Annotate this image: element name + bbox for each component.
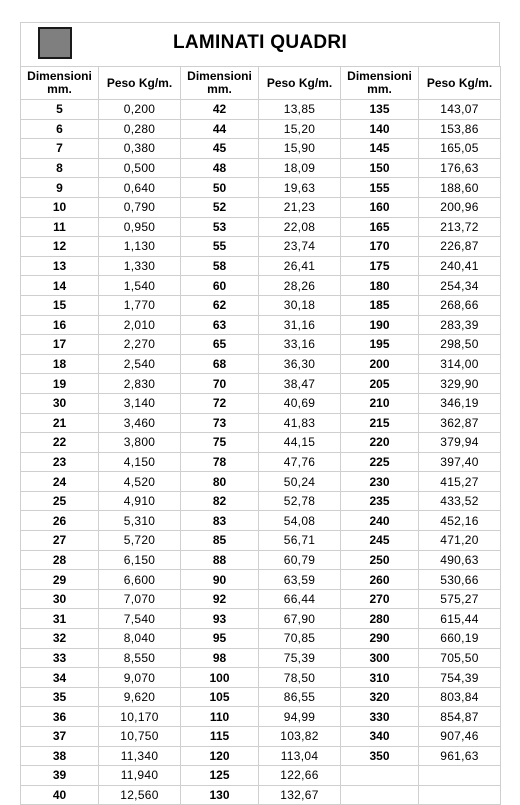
dimension-cell: 155 (341, 178, 419, 198)
dimension-cell: 130 (181, 785, 259, 805)
weight-cell: 122,66 (259, 766, 341, 786)
weight-cell: 530,66 (419, 570, 501, 590)
weight-cell: 7,540 (99, 609, 181, 629)
weight-cell: 47,76 (259, 452, 341, 472)
weight-cell: 54,08 (259, 511, 341, 531)
weight-cell: 346,19 (419, 393, 501, 413)
dimension-cell: 78 (181, 452, 259, 472)
weight-cell: 1,330 (99, 256, 181, 276)
dimension-cell: 11 (21, 217, 99, 237)
dimension-cell: 70 (181, 374, 259, 394)
dimension-cell: 55 (181, 237, 259, 257)
weight-cell: 94,99 (259, 707, 341, 727)
weight-cell: 961,63 (419, 746, 501, 766)
weight-cell: 6,150 (99, 550, 181, 570)
dimension-cell: 50 (181, 178, 259, 198)
weight-cell: 226,87 (419, 237, 501, 257)
dimension-cell: 23 (21, 452, 99, 472)
weight-cell: 67,90 (259, 609, 341, 629)
dimension-cell: 30 (21, 393, 99, 413)
weight-cell: 298,50 (419, 335, 501, 355)
weight-cell: 11,940 (99, 766, 181, 786)
dimension-cell: 310 (341, 668, 419, 688)
weight-cell: 452,16 (419, 511, 501, 531)
weight-cell: 56,71 (259, 531, 341, 551)
dimension-cell: 21 (21, 413, 99, 433)
table-row (21, 668, 501, 688)
table-row (21, 139, 501, 159)
table-row (21, 433, 501, 453)
weight-cell: 705,50 (419, 648, 501, 668)
table-row (21, 256, 501, 276)
table-row (21, 570, 501, 590)
table-row (21, 119, 501, 139)
weight-cell: 854,87 (419, 707, 501, 727)
dimension-cell: 16 (21, 315, 99, 335)
weight-cell: 2,830 (99, 374, 181, 394)
header-peso: Peso Kg/m. (419, 67, 501, 100)
header-dimensioni: Dimensioni mm. (341, 67, 419, 100)
dimension-cell: 42 (181, 100, 259, 120)
weight-cell: 3,800 (99, 433, 181, 453)
weight-cell: 176,63 (419, 158, 501, 178)
dimension-cell: 62 (181, 295, 259, 315)
dimension-cell: 48 (181, 158, 259, 178)
header-row (21, 67, 501, 100)
weight-cell: 0,790 (99, 197, 181, 217)
weight-cell (419, 785, 501, 805)
weight-cell: 2,270 (99, 335, 181, 355)
dimension-cell: 240 (341, 511, 419, 531)
weight-cell: 754,39 (419, 668, 501, 688)
dimension-cell: 19 (21, 374, 99, 394)
dimension-cell: 32 (21, 629, 99, 649)
table-row (21, 629, 501, 649)
weight-cell: 11,340 (99, 746, 181, 766)
dimension-cell: 125 (181, 766, 259, 786)
weight-cell: 575,27 (419, 589, 501, 609)
weight-cell: 907,46 (419, 727, 501, 747)
weight-cell: 471,20 (419, 531, 501, 551)
weight-cell: 0,280 (99, 119, 181, 139)
dimension-cell: 210 (341, 393, 419, 413)
weight-cell: 200,96 (419, 197, 501, 217)
weight-cell: 165,05 (419, 139, 501, 159)
dimension-cell: 260 (341, 570, 419, 590)
weight-cell: 38,47 (259, 374, 341, 394)
dimension-cell: 93 (181, 609, 259, 629)
dimension-cell: 340 (341, 727, 419, 747)
dimension-cell: 165 (341, 217, 419, 237)
weight-cell: 10,170 (99, 707, 181, 727)
dimension-cell: 300 (341, 648, 419, 668)
dimension-cell (341, 766, 419, 786)
table-row (21, 217, 501, 237)
table-row (21, 158, 501, 178)
table-row (21, 609, 501, 629)
table-row (21, 687, 501, 707)
dimension-cell: 350 (341, 746, 419, 766)
dimension-cell: 83 (181, 511, 259, 531)
weight-cell: 283,39 (419, 315, 501, 335)
dimension-cell: 24 (21, 472, 99, 492)
weight-cell: 8,550 (99, 648, 181, 668)
dimension-cell: 63 (181, 315, 259, 335)
table-row (21, 452, 501, 472)
dimension-cell: 150 (341, 158, 419, 178)
weight-cell: 86,55 (259, 687, 341, 707)
weight-cell: 490,63 (419, 550, 501, 570)
table-row (21, 511, 501, 531)
dimension-cell: 30 (21, 589, 99, 609)
dimension-cell: 230 (341, 472, 419, 492)
weight-cell: 433,52 (419, 491, 501, 511)
dimension-cell: 10 (21, 197, 99, 217)
table-row (21, 491, 501, 511)
dimension-cell: 45 (181, 139, 259, 159)
weight-cell: 21,23 (259, 197, 341, 217)
dimension-cell: 235 (341, 491, 419, 511)
dimension-cell: 18 (21, 354, 99, 374)
dimension-cell: 270 (341, 589, 419, 609)
weight-cell: 0,380 (99, 139, 181, 159)
weight-cell: 4,520 (99, 472, 181, 492)
weight-cell: 18,09 (259, 158, 341, 178)
dimension-cell: 72 (181, 393, 259, 413)
weight-cell: 36,30 (259, 354, 341, 374)
dimension-cell: 290 (341, 629, 419, 649)
dimension-cell: 225 (341, 452, 419, 472)
table-row (21, 707, 501, 727)
weight-cell: 12,560 (99, 785, 181, 805)
dimension-cell: 13 (21, 256, 99, 276)
weight-cell: 50,24 (259, 472, 341, 492)
dimension-cell: 190 (341, 315, 419, 335)
dimension-cell: 205 (341, 374, 419, 394)
weight-cell: 66,44 (259, 589, 341, 609)
dimension-cell: 38 (21, 746, 99, 766)
dimension-cell: 15 (21, 295, 99, 315)
weight-cell: 63,59 (259, 570, 341, 590)
table-row (21, 197, 501, 217)
dimension-cell: 140 (341, 119, 419, 139)
dimension-cell: 44 (181, 119, 259, 139)
weight-cell: 0,500 (99, 158, 181, 178)
table-row (21, 374, 501, 394)
weight-cell: 52,78 (259, 491, 341, 511)
table-row (21, 531, 501, 551)
dimension-cell: 52 (181, 197, 259, 217)
weight-cell: 8,040 (99, 629, 181, 649)
weight-cell: 4,910 (99, 491, 181, 511)
dimension-cell: 31 (21, 609, 99, 629)
weight-cell: 4,150 (99, 452, 181, 472)
dimension-cell: 28 (21, 550, 99, 570)
weight-cell: 132,67 (259, 785, 341, 805)
weight-cell: 143,07 (419, 100, 501, 120)
dimension-cell: 12 (21, 237, 99, 257)
weight-cell: 41,83 (259, 413, 341, 433)
weight-cell: 0,950 (99, 217, 181, 237)
dimension-cell: 40 (21, 785, 99, 805)
dimension-cell: 35 (21, 687, 99, 707)
dimension-cell: 100 (181, 668, 259, 688)
dimension-cell: 195 (341, 335, 419, 355)
header-dimensioni: Dimensioni mm. (21, 67, 99, 100)
dimension-cell: 5 (21, 100, 99, 120)
dimension-cell: 110 (181, 707, 259, 727)
dimension-cell: 27 (21, 531, 99, 551)
weight-cell: 30,18 (259, 295, 341, 315)
weight-table (20, 66, 501, 805)
weight-cell: 15,90 (259, 139, 341, 159)
dimension-cell: 60 (181, 276, 259, 296)
weight-cell: 19,63 (259, 178, 341, 198)
dimension-cell: 330 (341, 707, 419, 727)
table-row (21, 413, 501, 433)
dimension-cell: 280 (341, 609, 419, 629)
dimension-cell: 29 (21, 570, 99, 590)
dimension-cell: 115 (181, 727, 259, 747)
dimension-cell: 120 (181, 746, 259, 766)
dimension-cell: 90 (181, 570, 259, 590)
table-row (21, 766, 501, 786)
dimension-cell: 34 (21, 668, 99, 688)
dimension-cell: 73 (181, 413, 259, 433)
weight-cell: 22,08 (259, 217, 341, 237)
header-peso: Peso Kg/m. (99, 67, 181, 100)
dimension-cell: 58 (181, 256, 259, 276)
weight-cell: 44,15 (259, 433, 341, 453)
weight-cell: 0,200 (99, 100, 181, 120)
weight-cell: 70,85 (259, 629, 341, 649)
weight-cell: 7,070 (99, 589, 181, 609)
weight-cell: 9,070 (99, 668, 181, 688)
dimension-cell: 53 (181, 217, 259, 237)
dimension-cell: 37 (21, 727, 99, 747)
table-row (21, 354, 501, 374)
dimension-cell: 98 (181, 648, 259, 668)
table-row (21, 746, 501, 766)
dimension-cell: 75 (181, 433, 259, 453)
table-row (21, 335, 501, 355)
dimension-cell: 88 (181, 550, 259, 570)
weight-cell: 188,60 (419, 178, 501, 198)
table-row (21, 785, 501, 805)
weight-cell: 60,79 (259, 550, 341, 570)
dimension-cell: 33 (21, 648, 99, 668)
table-row (21, 648, 501, 668)
weight-cell: 28,26 (259, 276, 341, 296)
weight-cell: 314,00 (419, 354, 501, 374)
weight-cell: 5,310 (99, 511, 181, 531)
weight-cell: 415,27 (419, 472, 501, 492)
weight-cell: 6,600 (99, 570, 181, 590)
dimension-cell: 200 (341, 354, 419, 374)
weight-cell: 33,16 (259, 335, 341, 355)
weight-cell: 329,90 (419, 374, 501, 394)
weight-cell: 2,010 (99, 315, 181, 335)
weight-cell: 26,41 (259, 256, 341, 276)
dimension-cell: 26 (21, 511, 99, 531)
dimension-cell: 22 (21, 433, 99, 453)
weight-cell: 213,72 (419, 217, 501, 237)
table-row (21, 178, 501, 198)
dimension-cell: 250 (341, 550, 419, 570)
dimension-cell: 245 (341, 531, 419, 551)
page-title: LAMINATI QUADRI (172, 32, 348, 53)
dimension-cell: 220 (341, 433, 419, 453)
dimension-cell: 145 (341, 139, 419, 159)
dimension-cell: 95 (181, 629, 259, 649)
weight-cell: 268,66 (419, 295, 501, 315)
weight-cell: 103,82 (259, 727, 341, 747)
table-row (21, 237, 501, 257)
header-dimensioni: Dimensioni mm. (181, 67, 259, 100)
dimension-cell: 215 (341, 413, 419, 433)
table-row (21, 295, 501, 315)
table-row (21, 589, 501, 609)
weight-cell: 10,750 (99, 727, 181, 747)
weight-cell: 254,34 (419, 276, 501, 296)
dimension-cell: 14 (21, 276, 99, 296)
weight-cell: 5,720 (99, 531, 181, 551)
weight-cell: 40,69 (259, 393, 341, 413)
weight-cell: 75,39 (259, 648, 341, 668)
dimension-cell: 175 (341, 256, 419, 276)
dimension-cell: 6 (21, 119, 99, 139)
weight-cell: 3,140 (99, 393, 181, 413)
dimension-cell: 92 (181, 589, 259, 609)
weight-cell: 240,41 (419, 256, 501, 276)
weight-cell: 615,44 (419, 609, 501, 629)
dimension-cell: 36 (21, 707, 99, 727)
dimension-cell: 135 (341, 100, 419, 120)
dimension-cell: 39 (21, 766, 99, 786)
weight-cell: 31,16 (259, 315, 341, 335)
dimension-cell: 82 (181, 491, 259, 511)
weight-cell: 379,94 (419, 433, 501, 453)
weight-cell: 3,460 (99, 413, 181, 433)
dimension-cell: 9 (21, 178, 99, 198)
weight-cell: 803,84 (419, 687, 501, 707)
table-row (21, 315, 501, 335)
weight-cell: 397,40 (419, 452, 501, 472)
dimension-cell (341, 785, 419, 805)
dimension-cell: 65 (181, 335, 259, 355)
weight-cell: 0,640 (99, 178, 181, 198)
dimension-cell: 160 (341, 197, 419, 217)
weight-table-sheet (20, 22, 500, 805)
weight-cell: 78,50 (259, 668, 341, 688)
weight-cell: 1,130 (99, 237, 181, 257)
weight-cell: 1,540 (99, 276, 181, 296)
weight-cell: 13,85 (259, 100, 341, 120)
dimension-cell: 8 (21, 158, 99, 178)
dimension-cell: 170 (341, 237, 419, 257)
dimension-cell: 180 (341, 276, 419, 296)
dimension-cell: 185 (341, 295, 419, 315)
dimension-cell: 80 (181, 472, 259, 492)
header-peso: Peso Kg/m. (259, 67, 341, 100)
weight-cell (419, 766, 501, 786)
table-row (21, 393, 501, 413)
dimension-cell: 7 (21, 139, 99, 159)
table-row (21, 100, 501, 120)
title-bar (20, 22, 500, 66)
dimension-cell: 320 (341, 687, 419, 707)
weight-cell: 1,770 (99, 295, 181, 315)
weight-cell: 23,74 (259, 237, 341, 257)
table-row (21, 550, 501, 570)
weight-cell: 15,20 (259, 119, 341, 139)
dimension-cell: 68 (181, 354, 259, 374)
table-row (21, 472, 501, 492)
dimension-cell: 25 (21, 491, 99, 511)
dimension-cell: 85 (181, 531, 259, 551)
weight-cell: 362,87 (419, 413, 501, 433)
table-row (21, 727, 501, 747)
dimension-cell: 17 (21, 335, 99, 355)
table-row (21, 276, 501, 296)
weight-cell: 9,620 (99, 687, 181, 707)
weight-cell: 153,86 (419, 119, 501, 139)
weight-cell: 113,04 (259, 746, 341, 766)
dimension-cell: 105 (181, 687, 259, 707)
weight-cell: 660,19 (419, 629, 501, 649)
weight-cell: 2,540 (99, 354, 181, 374)
